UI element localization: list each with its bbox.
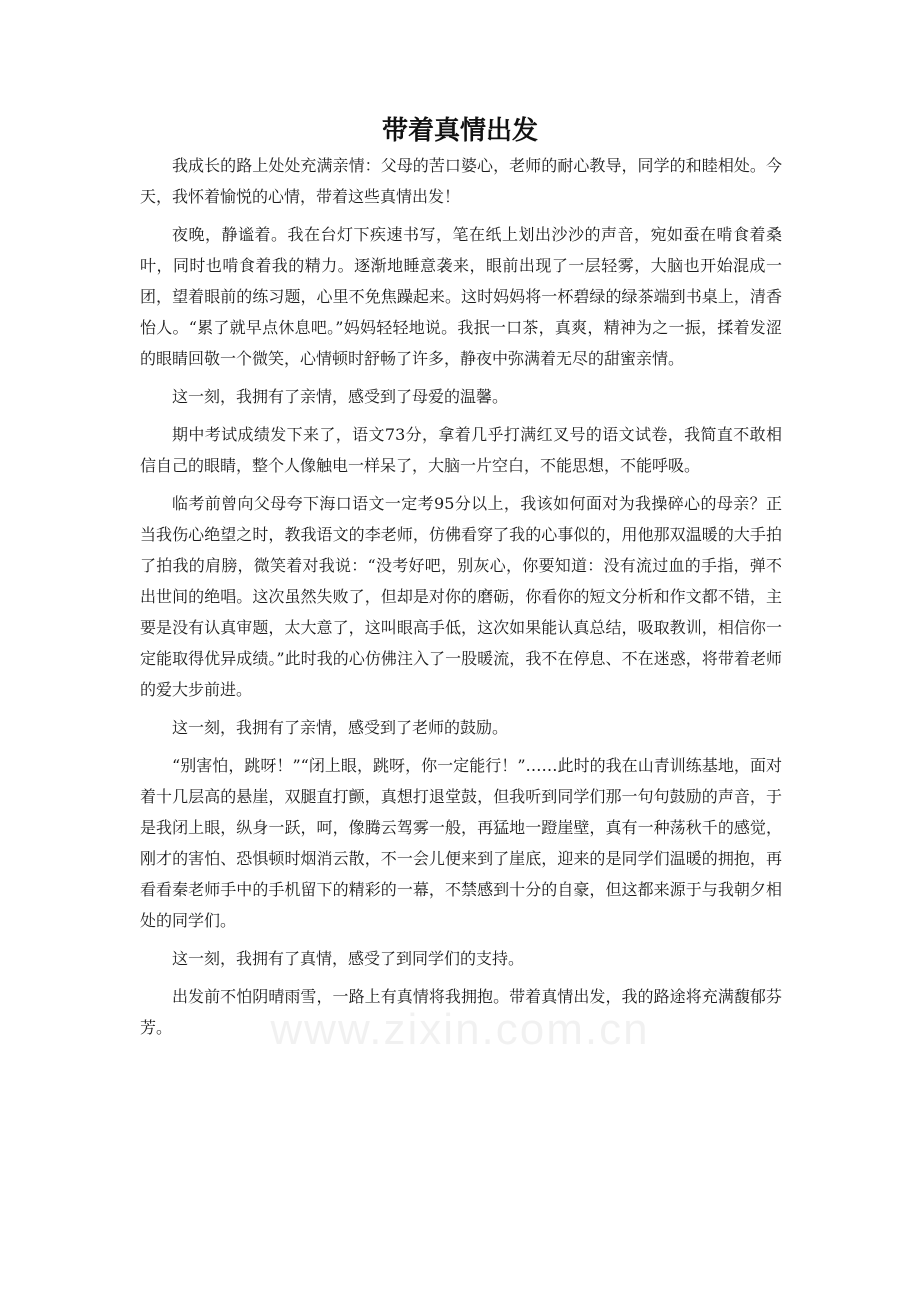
paragraph: 临考前曾向父母夸下海口语文一定考95分以上，我该如何面对为我操碎心的母亲？正当我伤心绝望之时，教我语文的李老师，仿佛看穿了我的心事似的，用他那双温暖的大手拍了拍我的肩膀，微笑着对我说：“没考好吧，别灰心，你要知道：没有流过血的手指，弹不出世间的绝唱。这次虽然失败了，但却是对你的磨砺，你看你的短文分析和作文都不错，主要是没有认真审题，太大意了，这叫眼高手低，这次如果能认真总结，吸取教训，相信你一定能取得优异成绩。”此时我的心仿佛注入了一股暖流，我不在停息、不在迷惑，将带着老师的爱大步前进。 xyxy=(140,494,782,699)
paragraph: 这一刻，我拥有了真情，感受了到同学们的支持。 xyxy=(172,949,525,968)
document-body xyxy=(140,150,782,1050)
paragraph: “别害怕，跳呀！”“闭上眼，跳呀，你一定能行！”……此时的我在山青训练基地，面对着十几层高的悬崖，双腿直打颤，真想打退堂鼓，但我听到同学们那一句句鼓励的声音，于是我闭上眼，纵身一跃，呵，像腾云驾雾一般，再猛地一蹬崖壁，真有一种荡秋千的感觉，刚才的害怕、恐惧顿时烟消云散，不一会儿便来到了崖底，迎来的是同学们温暖的拥抱，再看看秦老师手中的手机留下的精彩的一幕，不禁感到十分的自豪，但这都来源于与我朝夕相处的同学们。 xyxy=(140,756,782,930)
document-title: 带着真情出发 xyxy=(381,116,538,146)
paragraph: 这一刻，我拥有了亲情，感受到了老师的鼓励。 xyxy=(172,718,509,737)
paragraph: 出发前不怕阴晴雨雪，一路上有真情将我拥抱。带着真情出发，我的路途将充满馥郁芬芳。 xyxy=(140,987,782,1037)
paragraph: 我成长的路上处处充满亲情：父母的苦口婆心，老师的耐心教导，同学的和睦相处。今天，我怀着愉悦的心情，带着这些真情出发！ xyxy=(140,156,782,206)
paragraph: 夜晚，静谧着。我在台灯下疾速书写，笔在纸上划出沙沙的声音，宛如蚕在啃食着桑叶，同时也啃食着我的精力。逐渐地睡意袭来，眼前出现了一层轻雾，大脑也开始混成一团，望着眼前的练习题，心里不免焦躁起来。这时妈妈将一杯碧绿的绿茶端到书桌上，清香怡人。“累了就早点休息吧。”妈妈轻轻地说。我抿一口茶，真爽，精神为之一振，揉着发涩的眼睛回敬一个微笑，心情顿时舒畅了许多，静夜中弥满着无尽的甜蜜亲情。 xyxy=(140,225,782,368)
paragraph: 期中考试成绩发下来了，语文73分，拿着几乎打满红叉号的语文试卷，我简直不敢相信自己的眼睛，整个人像触电一样呆了，大脑一片空白，不能思想，不能呼吸。 xyxy=(140,425,782,475)
paragraph: 这一刻，我拥有了亲情，感受到了母爱的温馨。 xyxy=(172,387,509,406)
watermark: www.zixin.com.cn xyxy=(270,1005,650,1054)
